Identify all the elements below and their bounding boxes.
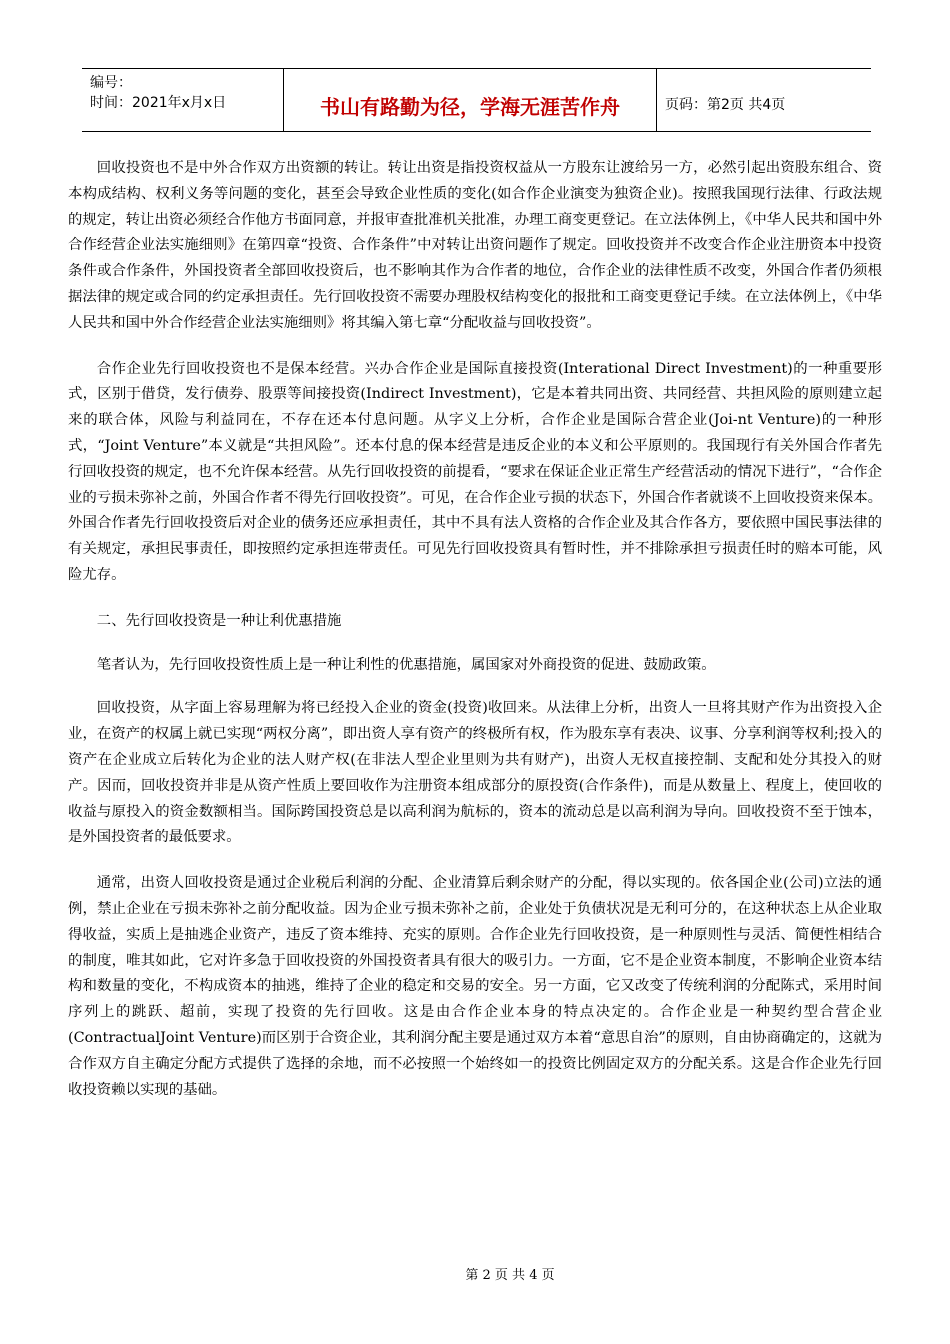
document-time-label: 时间：2021年x月x日	[90, 95, 227, 111]
document-number-label: 编号：	[90, 75, 132, 91]
paragraph: 回收投资，从字面上容易理解为将已经投入企业的资金(投资)收回来。从法律上分析，出资人一旦将其财产作为出资投入企业，在资产的权属上就已实现“两权分离”，即出资人享有资产的终极所有权，作为股东享有表决、议事、分享利润等权利;投入的资产在企业成立后转化为企业的法人财产权(在非法人型企业里则为共有财产)，出资人无权直接控制、支配和处分其投入的财产。因而，回收投资并非是从资产性质上要回收作为注册资本组成部分的原投资(合作条件)，而是从数量上、程度上，使回收的收益与原投入的资金数额相当。国际跨国投资总是以高利润为航标的，资本的流动总是以高利润为导向。回收投资不至于蚀本，是外国投资者的最低要求。	[68, 700, 882, 846]
paragraph: 笔者认为，先行回收投资性质上是一种让利性的优惠措施，属国家对外商投资的促进、鼓励政策。	[96, 656, 716, 673]
page-footer: 第 2 页 共 4 页	[465, 1268, 555, 1283]
document-body	[68, 156, 882, 1123]
paragraph: 回收投资也不是中外合作双方出资额的转让。转让出资是指投资权益从一方股东让渡给另一方，必然引起出资股东组合、资本构成结构、权利义务等问题的变化，甚至会导致企业性质的变化(如合作企业演变为独资企业)。按照我国现行法律、行政法规的规定，转让出资必须经合作他方书面同意，并报审查批准机关批准，办理工商变更登记。在立法体例上，《中华人民共和国中外合作经营企业法实施细则》在第四章“投资、合作条件”中对转让出资问题作了规定。回收投资并不改变合作企业注册资本中投资条件或合作条件，外国投资者全部回收投资后，也不影响其作为合作者的地位，合作企业的法律性质不改变，外国合作者仍须根据法律的规定或合同的约定承担责任。先行回收投资不需要办理股权结构变化的报批和工商变更登记手续。在立法体例上，《中华人民共和国中外合作经营企业法实施细则》将其编入第七章“分配收益与回收投资”。	[68, 160, 882, 331]
section-heading: 二、先行回收投资是一种让利优惠措施	[96, 612, 342, 629]
header-page-label: 页码：第2页 共4页	[665, 97, 786, 113]
header-meta	[82, 69, 284, 131]
page-header	[82, 68, 871, 132]
paragraph: 合作企业先行回收投资也不是保本经营。兴办合作企业是国际直接投资(Interational Direct Investment)的一种重要形式，区别于借贷，发行债券、股票等间接投资(Indirect Investment)，它是本着共同出资、共同经营、共担风险的原则建立起来的联合体，风险与利益同在，不存在还本付息问题。从字义上分析，合作企业是国际合营企业(Joi-nt Venture)的一种形式，“Joint Venture”本义就是“共担风险”。还本付息的保本经营是违反企业的本义和公平原则的。我国现行有关外国合作者先行回收投资的规定，也不允许保本经营。从先行回收投资的前提看，“要求在保证企业正常生产经营活动的情况下进行”，“合作企业的亏损未弥补之前，外国合作者不得先行回收投资”。可见，在合作企业亏损的状态下，外国合作者就谈不上回收投资来保本。外国合作者先行回收投资后对企业的债务还应承担责任，其中不具有法人资格的合作企业及其合作各方，要依照中国民事法律的有关规定，承担民事责任，即按照约定承担连带责任。可见先行回收投资具有暂时性，并不排除承担亏损责任时的赔本可能，风险尤存。	[68, 360, 882, 583]
header-motto: 书山有路勤为径，学海无涯苦作舟	[284, 69, 657, 131]
paragraph: 通常，出资人回收投资是通过企业税后利润的分配、企业清算后剩余财产的分配，得以实现的。依各国企业(公司)立法的通例，禁止企业在亏损未弥补之前分配收益。因为企业亏损未弥补之前，企业处于负债状况是无利可分的，在这种状态上从企业取得收益，实质上是抽逃企业资产，违反了资本维持、充实的原则。合作企业先行回收投资，是一种原则性与灵活、简便性相结合的制度，唯其如此，它对许多急于回收投资的外国投资者具有很大的吸引力。一方面，它不是企业资本制度，不影响企业资本结构和数量的变化，不构成资本的抽逃，维持了企业的稳定和交易的安全。另一方面，它又改变了传统利润的分配陈式，采用时间序列上的跳跃、超前，实现了投资的先行回收。这是由合作企业本身的特点决定的。合作企业是一种契约型合营企业(ContractualJoint Venture)而区别于合资企业，其利润分配主要是通过双方本着“意思自治”的原则，自由协商确定的，这就为合作双方自主确定分配方式提供了选择的余地，而不必按照一个始终如一的投资比例固定双方的分配关系。这是合作企业先行回收投资赖以实现的基础。	[68, 875, 882, 1098]
